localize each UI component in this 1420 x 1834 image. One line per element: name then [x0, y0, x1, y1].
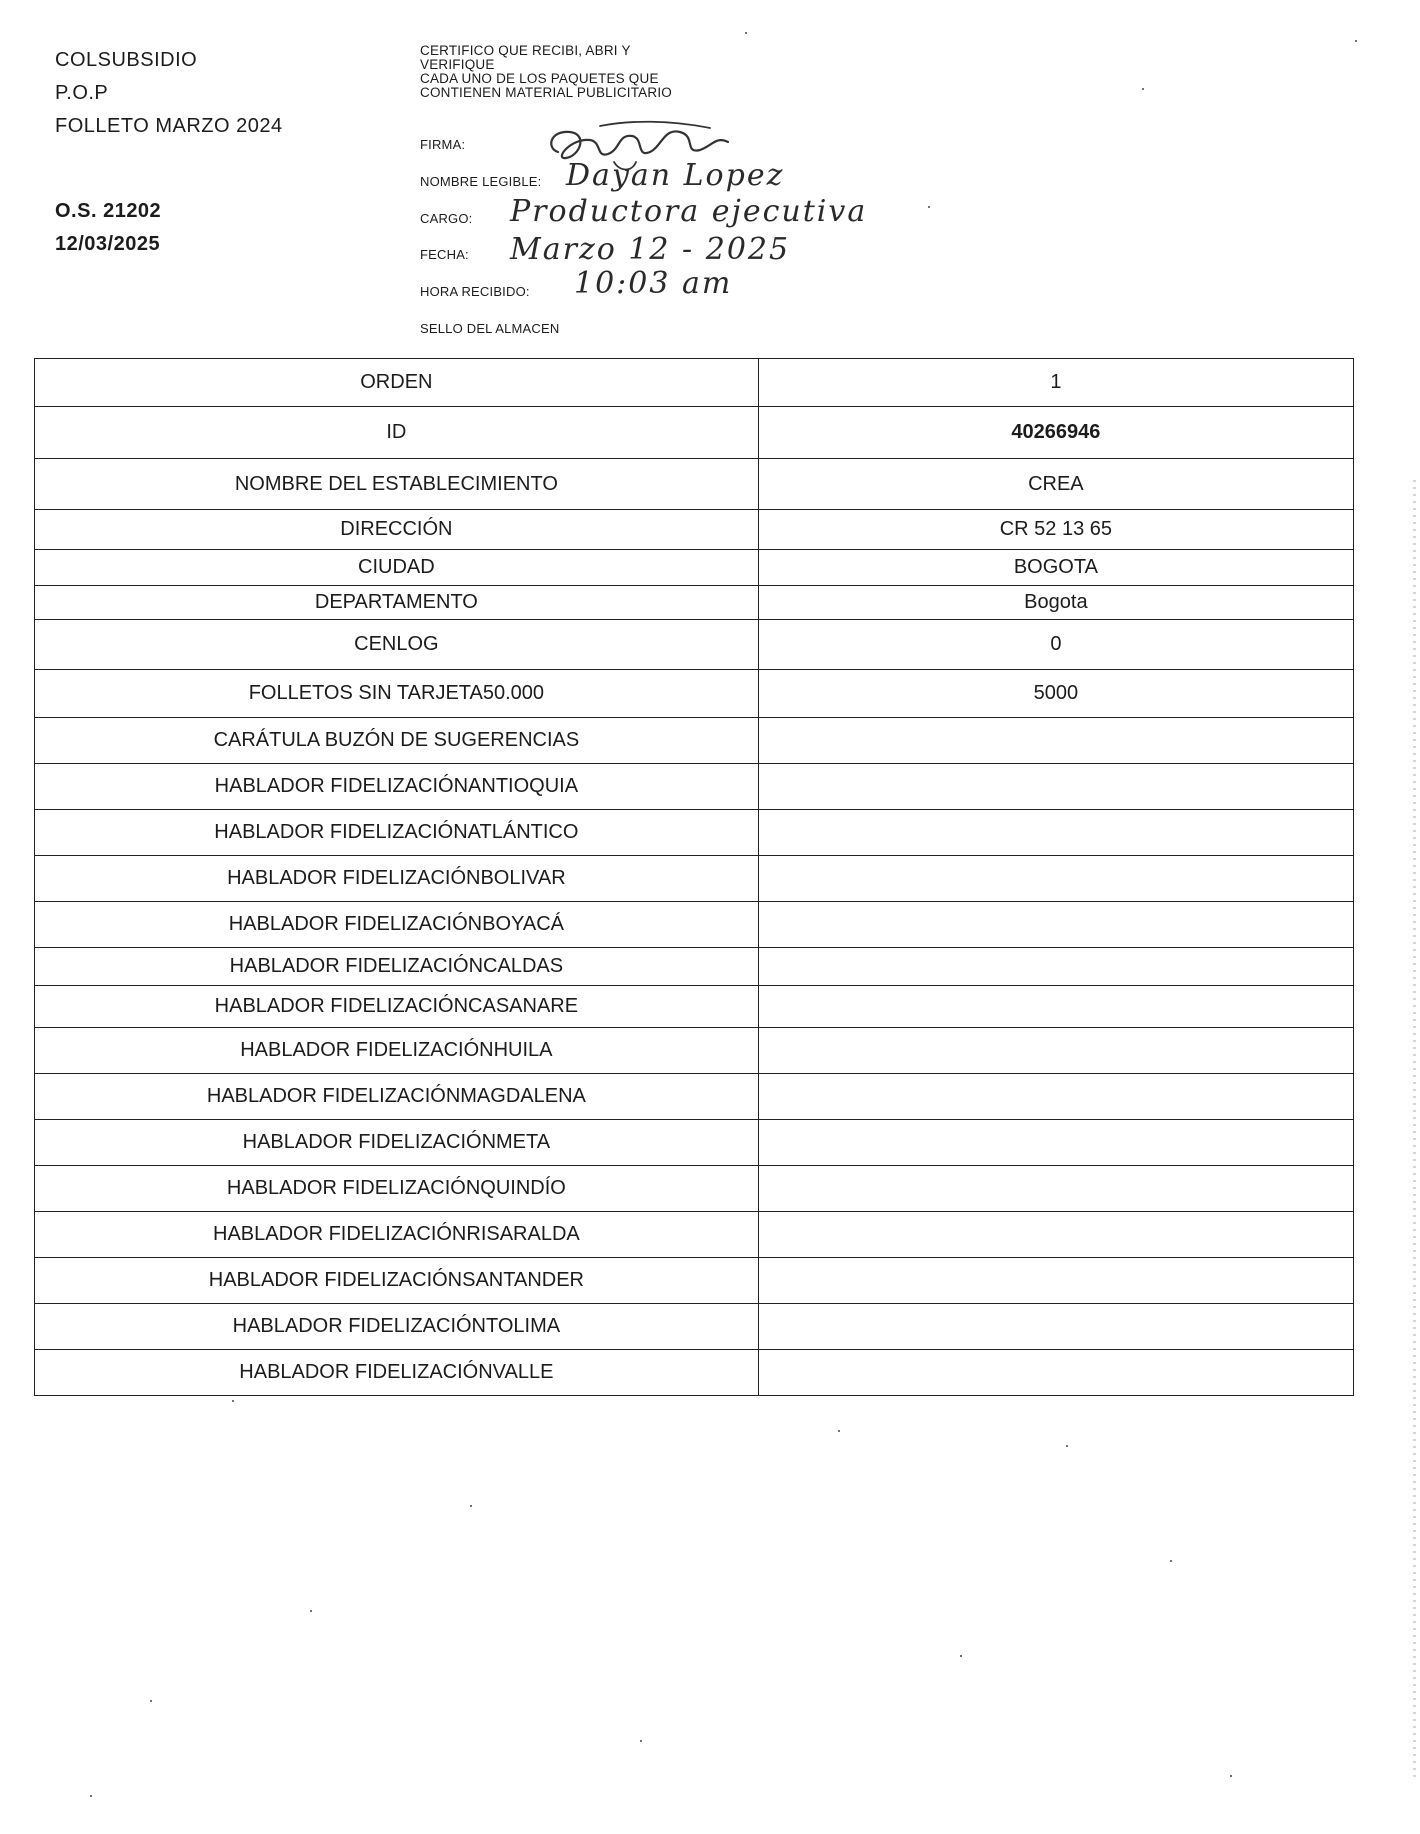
row-label: NOMBRE DEL ESTABLECIMIENTO [35, 459, 759, 510]
row-label: HABLADOR FIDELIZACIÓNQUINDÍO [35, 1166, 759, 1212]
pop-label: P.O.P [55, 82, 109, 104]
table-row [35, 1028, 1354, 1074]
order-date: 12/03/2025 [55, 233, 161, 255]
table-row [35, 670, 1354, 718]
row-label: HABLADOR FIDELIZACIÓNVALLE [35, 1350, 759, 1396]
table-row [35, 407, 1354, 459]
table-row [35, 586, 1354, 620]
table-row [35, 810, 1354, 856]
scan-speck [470, 1505, 472, 1507]
scan-speck [960, 1655, 962, 1657]
table-row [35, 986, 1354, 1028]
row-value: CREA [758, 459, 1353, 510]
scan-speck [745, 32, 747, 34]
table-row [35, 764, 1354, 810]
row-label: HABLADOR FIDELIZACIÓNBOYACÁ [35, 902, 759, 948]
table-row [35, 459, 1354, 510]
fecha-handwritten: Marzo 12 - 2025 [510, 232, 791, 267]
scan-speck [1066, 1445, 1068, 1447]
scan-speck [838, 1430, 840, 1432]
row-value [758, 856, 1353, 902]
nombre-label: NOMBRE LEGIBLE: [420, 174, 542, 189]
order-number: O.S. 21202 [55, 200, 162, 222]
row-label: HABLADOR FIDELIZACIÓNANTIOQUIA [35, 764, 759, 810]
table-row [35, 948, 1354, 986]
hora-handwritten: 10:03 am [574, 266, 733, 301]
firma-label: FIRMA: [420, 137, 466, 152]
table-row [35, 620, 1354, 670]
row-value: BOGOTA [758, 550, 1353, 586]
certificate-line-1: CERTIFICO QUE RECIBI, ABRI Y [420, 43, 631, 58]
table-row [35, 1212, 1354, 1258]
sello-label: SELLO DEL ALMACEN [420, 321, 560, 336]
cargo-handwritten: Productora ejecutiva [510, 194, 868, 229]
row-value: 40266946 [758, 407, 1353, 459]
table-row [35, 1350, 1354, 1396]
row-label: HABLADOR FIDELIZACIÓNCASANARE [35, 986, 759, 1028]
certificate-line-4: CONTIENEN MATERIAL PUBLICITARIO [420, 85, 672, 100]
table-row [35, 359, 1354, 407]
row-value [758, 1304, 1353, 1350]
row-label: FOLLETOS SIN TARJETA50.000 [35, 670, 759, 718]
row-label: HABLADOR FIDELIZACIÓNCALDAS [35, 948, 759, 986]
table-row [35, 510, 1354, 550]
header-left [55, 44, 283, 143]
row-value: 5000 [758, 670, 1353, 718]
scan-speck [90, 1795, 92, 1797]
row-value [758, 1258, 1353, 1304]
hora-label: HORA RECIBIDO: [420, 284, 530, 299]
row-label: CARÁTULA BUZÓN DE SUGERENCIAS [35, 718, 759, 764]
row-value [758, 948, 1353, 986]
scan-speck [640, 1740, 642, 1742]
table-row [35, 856, 1354, 902]
scan-edge-noise [1413, 480, 1416, 1780]
scan-speck [1142, 88, 1144, 90]
row-value [758, 1212, 1353, 1258]
brochure-title: FOLLETO MARZO 2024 [55, 115, 283, 137]
row-label: HABLADOR FIDELIZACIÓNMETA [35, 1120, 759, 1166]
row-label: HABLADOR FIDELIZACIÓNATLÁNTICO [35, 810, 759, 856]
company-name: COLSUBSIDIO [55, 49, 198, 71]
table-row [35, 902, 1354, 948]
certificate-statement [420, 44, 750, 100]
scan-speck [1170, 1560, 1172, 1562]
scan-speck [232, 1400, 234, 1402]
row-value [758, 1350, 1353, 1396]
row-label: CENLOG [35, 620, 759, 670]
scan-speck [1230, 1775, 1232, 1777]
row-label: HABLADOR FIDELIZACIÓNBOLIVAR [35, 856, 759, 902]
row-value [758, 718, 1353, 764]
row-value [758, 1074, 1353, 1120]
certificate-line-3: CADA UNO DE LOS PAQUETES QUE [420, 71, 659, 86]
cargo-label: CARGO: [420, 211, 473, 226]
scan-speck [1355, 40, 1357, 42]
row-value [758, 902, 1353, 948]
row-value [758, 1120, 1353, 1166]
row-value [758, 1166, 1353, 1212]
table-row [35, 1166, 1354, 1212]
row-label: HABLADOR FIDELIZACIÓNTOLIMA [35, 1304, 759, 1350]
row-value: 1 [758, 359, 1353, 407]
table-row [35, 1074, 1354, 1120]
table-row [35, 1258, 1354, 1304]
table-row [35, 550, 1354, 586]
scan-speck [310, 1610, 312, 1612]
distribution-table [34, 358, 1354, 1396]
row-label: HABLADOR FIDELIZACIÓNRISARALDA [35, 1212, 759, 1258]
row-label: ORDEN [35, 359, 759, 407]
row-value [758, 1028, 1353, 1074]
table-row [35, 1120, 1354, 1166]
row-label: ID [35, 407, 759, 459]
row-value: CR 52 13 65 [758, 510, 1353, 550]
certificate-line-2: VERIFIQUE [420, 57, 495, 72]
row-label: DEPARTAMENTO [35, 586, 759, 620]
nombre-handwritten: Dayan Lopez [566, 158, 785, 193]
row-label: CIUDAD [35, 550, 759, 586]
row-value [758, 764, 1353, 810]
row-value [758, 986, 1353, 1028]
fecha-label: FECHA: [420, 247, 469, 262]
row-value: 0 [758, 620, 1353, 670]
table-row [35, 718, 1354, 764]
order-block [55, 195, 161, 261]
scan-speck [928, 206, 930, 208]
row-label: HABLADOR FIDELIZACIÓNMAGDALENA [35, 1074, 759, 1120]
row-value: Bogota [758, 586, 1353, 620]
scan-speck [150, 1700, 152, 1702]
row-label: DIRECCIÓN [35, 510, 759, 550]
row-label: HABLADOR FIDELIZACIÓNHUILA [35, 1028, 759, 1074]
row-value [758, 810, 1353, 856]
row-label: HABLADOR FIDELIZACIÓNSANTANDER [35, 1258, 759, 1304]
table-row [35, 1304, 1354, 1350]
